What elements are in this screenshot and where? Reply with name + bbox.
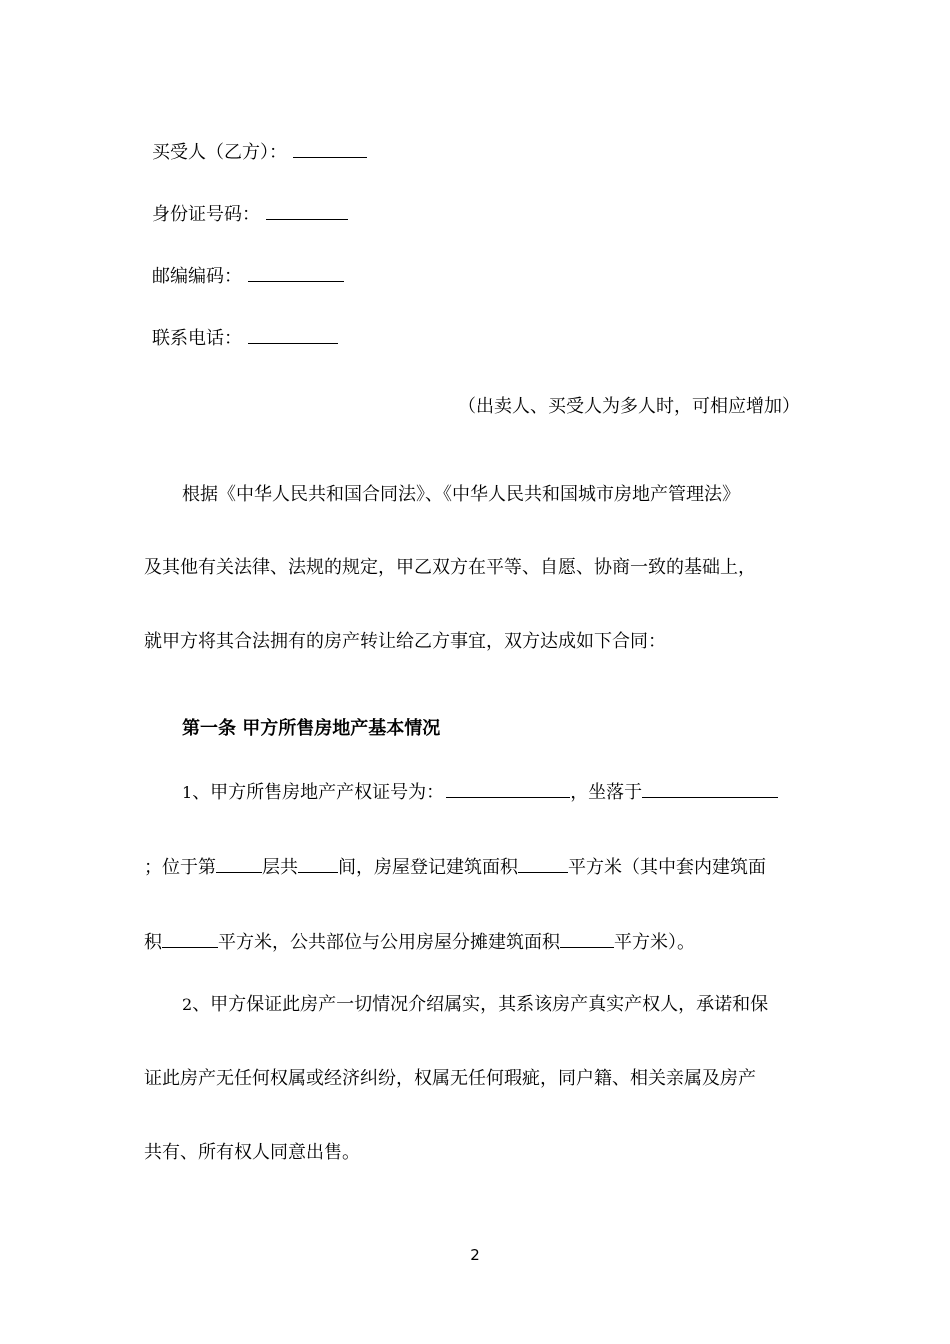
item-1-line-1 xyxy=(182,780,778,805)
property-location-field[interactable] xyxy=(642,780,778,798)
item-1-text-c: ；位于第 xyxy=(144,857,216,878)
buyer-postcode-label: 邮编编码： xyxy=(152,266,242,287)
buyer-postcode-field[interactable] xyxy=(248,264,344,282)
buyer-phone-field[interactable] xyxy=(248,326,338,344)
item-2-number: 2 xyxy=(182,995,193,1014)
item-1-text-g: 积 xyxy=(144,932,162,953)
intro-line-1: 根据《中华人民共和国合同法》、《中华人民共和国城市房地产管理法》 xyxy=(182,484,740,505)
item-1-text-a: 、甲方所售房地产产权证号为： xyxy=(192,782,445,803)
buyer-name-row xyxy=(152,140,367,165)
item-1-text-d: 层共 xyxy=(262,857,298,878)
buyer-name-label: 买受人（乙方）： xyxy=(152,142,287,163)
property-cert-field[interactable] xyxy=(446,780,570,798)
article-1-heading: 第一条 甲方所售房地产基本情况 xyxy=(182,718,441,739)
intro-line-2: 及其他有关法律、法规的规定，甲乙双方在平等、自愿、协商一致的基础上， xyxy=(144,557,756,578)
page-number: 2 xyxy=(470,1246,480,1264)
item-1-number: 1 xyxy=(182,783,193,802)
item-1-line-2 xyxy=(144,855,766,880)
item-1-text-b: ，坐落于 xyxy=(570,782,643,803)
buyer-phone-row xyxy=(152,326,338,351)
item-2-line-1 xyxy=(182,993,768,1017)
multi-party-note: （出卖人、买受人为多人时，可相应增加） xyxy=(458,396,800,417)
intro-line-3: 就甲方将其合法拥有的房产转让给乙方事宜，双方达成如下合同： xyxy=(144,631,666,652)
item-1-text-h: 平方米，公共部位与公用房屋分摊建筑面积 xyxy=(218,932,560,953)
rooms-field[interactable] xyxy=(298,855,338,873)
registered-area-field[interactable] xyxy=(518,855,568,873)
item-1-line-3 xyxy=(144,930,695,955)
item-1-text-i: 平方米）。 xyxy=(614,932,695,953)
item-2-line-3: 共有、所有权人同意出售。 xyxy=(144,1142,360,1163)
shared-area-field[interactable] xyxy=(560,930,614,948)
buyer-id-field[interactable] xyxy=(266,202,348,220)
buyer-id-label: 身份证号码： xyxy=(152,204,260,225)
buyer-phone-label: 联系电话： xyxy=(152,328,242,349)
item-1-text-f: 平方米（其中套内建筑面 xyxy=(568,857,766,878)
floor-field[interactable] xyxy=(216,855,262,873)
buyer-id-row xyxy=(152,202,348,227)
item-2-text-1: 、甲方保证此房产一切情况介绍属实，其系该房产真实产权人，承诺和保 xyxy=(192,994,769,1015)
buyer-name-field[interactable] xyxy=(293,140,367,158)
inner-area-field[interactable] xyxy=(162,930,218,948)
item-2-line-2: 证此房产无任何权属或经济纠纷，权属无任何瑕疵，同户籍、相关亲属及房产 xyxy=(144,1068,756,1089)
item-1-text-e: 间，房屋登记建筑面积 xyxy=(338,857,518,878)
buyer-postcode-row xyxy=(152,264,344,289)
